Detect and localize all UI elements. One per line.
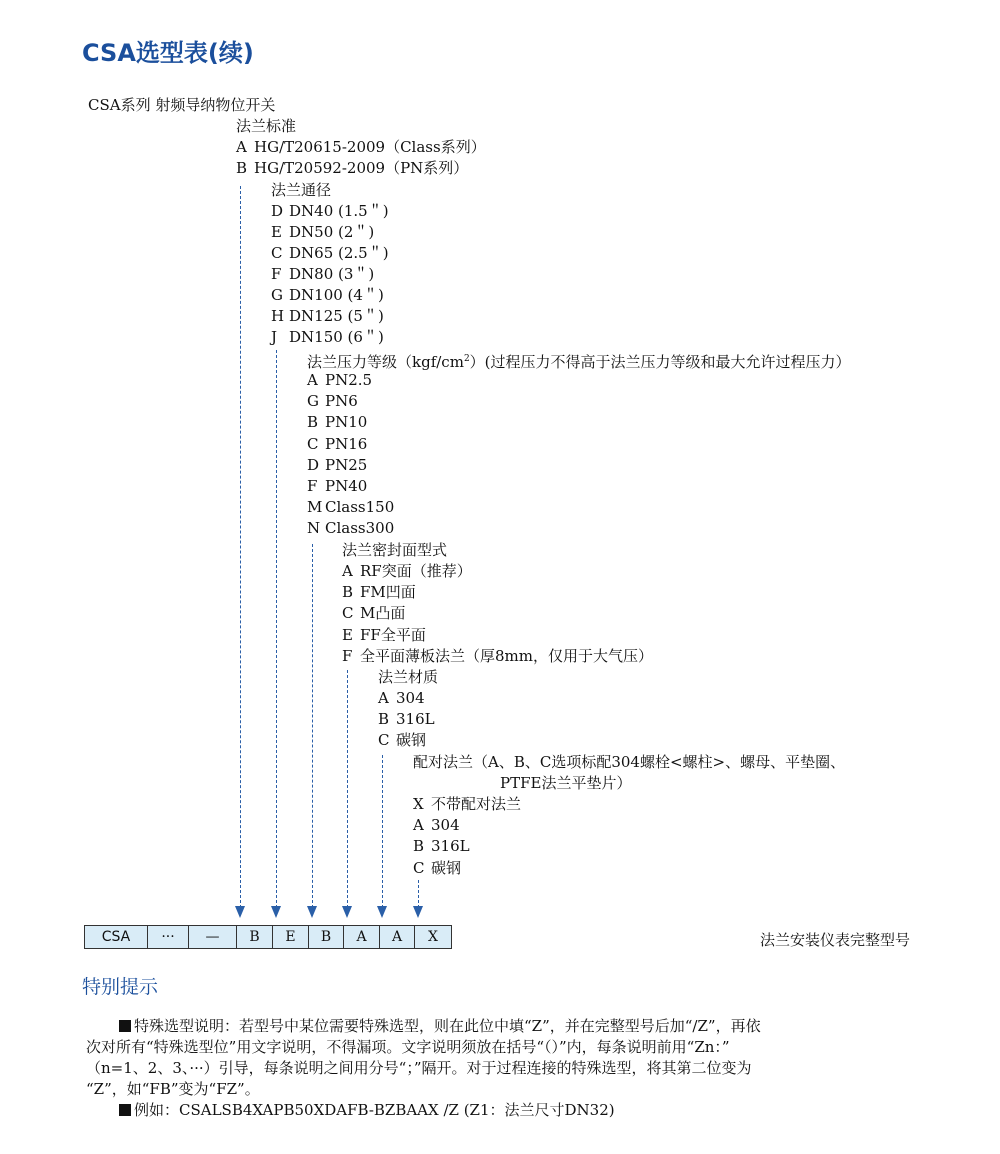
option-code: C	[342, 604, 354, 623]
option-label: 全平面薄板法兰（厚8mm，仅用于大气压）	[360, 646, 653, 665]
option-label: Class300	[325, 519, 395, 538]
option-row	[342, 582, 416, 602]
option-label: DN80 (3＂)	[289, 265, 375, 283]
square-bullet-icon	[119, 1104, 131, 1116]
option-label: PN16	[325, 434, 368, 453]
option-label: PN10	[325, 413, 368, 432]
guide-line-pressure	[312, 544, 313, 908]
option-code: J	[271, 328, 278, 346]
option-code: H	[271, 307, 285, 325]
option-label: HG/T20592-2009（PN系列）	[254, 159, 469, 177]
option-label: PN6	[325, 392, 358, 411]
option-row	[307, 518, 394, 538]
option-code: A	[342, 562, 353, 580]
option-code: N	[307, 519, 321, 538]
option-label: DN150 (6＂)	[289, 328, 384, 346]
option-code: B	[307, 413, 319, 432]
option-label: PN25	[325, 455, 368, 474]
option-label: 304	[431, 816, 460, 835]
option-label: DN100 (4＂)	[289, 286, 384, 304]
arrow-down-icon	[235, 906, 245, 918]
option-code: G	[307, 392, 319, 411]
option-code: C	[271, 244, 283, 262]
option-code: B	[378, 710, 390, 729]
option-code: B	[413, 837, 425, 856]
option-row	[271, 285, 384, 305]
page-title: CSA选型表(续)	[82, 39, 254, 67]
option-code: A	[378, 689, 389, 707]
notes-heading: 特别提示	[82, 976, 159, 998]
option-row	[307, 497, 394, 517]
option-code: A	[413, 816, 424, 835]
notes-paragraph: 特殊选型说明：若型号中某位需要特殊选型，则在此位中填“Z”，并在完整型号后加“/Z”，再依 次对所有“特殊选型位”用文字说明，不得漏项。文字说明须放在括号“（）”内，每条说明前用“Zn：” （n=1、2、3、···）引导，每条说明之间用分号“；”隔开。对于过程连接的特殊选型，将其第二位变为 “Z”，如“FB”变为“FZ”。 例如：CSALSB4XAPB50XDAFB-BZBAAX /Z (Z1：法兰尺寸DN32)	[86, 1017, 761, 1119]
arrow-down-icon	[377, 906, 387, 918]
option-code: F	[342, 646, 353, 665]
option-code: B	[342, 583, 354, 602]
sealing-header: 法兰密封面型式	[342, 541, 448, 559]
square-bullet-icon	[119, 1020, 131, 1032]
option-row	[307, 476, 367, 496]
option-row	[236, 137, 486, 157]
option-label: FF全平面	[360, 625, 426, 644]
option-row	[342, 646, 653, 666]
option-row	[307, 391, 358, 411]
model-code-row	[84, 925, 452, 949]
option-code: C	[307, 434, 319, 453]
option-code: E	[271, 223, 282, 241]
option-label: 碳钢	[431, 858, 462, 877]
option-label: 碳钢	[396, 731, 427, 750]
code-cell: CSA	[85, 926, 148, 948]
option-code: C	[378, 731, 390, 750]
option-row	[378, 730, 426, 750]
option-code: F	[271, 265, 282, 283]
option-row	[271, 243, 389, 263]
arrow-down-icon	[307, 906, 317, 918]
option-row	[236, 158, 468, 178]
option-row	[413, 858, 461, 878]
mating-header-line2: PTFE法兰平垫片）	[500, 774, 632, 792]
option-row	[271, 306, 384, 326]
option-code: A	[236, 138, 247, 156]
option-row	[271, 327, 384, 347]
guide-line-diameter	[276, 350, 277, 908]
option-label: 316L	[396, 710, 435, 729]
code-cell: A	[344, 926, 380, 948]
option-code: E	[342, 625, 353, 644]
option-code: C	[413, 858, 425, 877]
code-cell: B	[309, 926, 344, 948]
option-row	[307, 455, 367, 475]
option-row	[307, 370, 372, 390]
material-header: 法兰材质	[378, 668, 439, 686]
option-label: FM凹面	[360, 583, 416, 602]
option-label: RF突面（推荐）	[360, 562, 472, 580]
option-label: DN125 (5＂)	[289, 307, 384, 325]
option-label: HG/T20615-2009（Class系列）	[254, 138, 486, 156]
option-code: B	[236, 159, 248, 177]
option-label: DN65 (2.5＂)	[289, 244, 389, 262]
option-row	[342, 625, 426, 645]
option-row	[342, 603, 405, 623]
option-row	[413, 794, 521, 814]
arrow-down-icon	[342, 906, 352, 918]
code-cell: X	[428, 929, 438, 945]
option-code: D	[271, 202, 284, 220]
option-label: 不带配对法兰	[431, 795, 522, 813]
option-label: PN40	[325, 477, 368, 495]
option-row	[307, 434, 367, 454]
pressure-header: 法兰压力等级$(kgf/cm^2)$(过程压力不得高于法兰压力等级和最大允许过程压力）	[307, 353, 851, 371]
option-code: X	[413, 795, 424, 813]
mating-header-line1: 配对法兰（A、B、C选项标配304螺栓<螺柱>、螺母、平垫圈、	[413, 753, 846, 771]
code-caption: 法兰安装仪表完整型号	[760, 931, 911, 949]
option-label: 304	[396, 689, 425, 707]
option-row	[378, 688, 425, 708]
code-cell: —	[189, 926, 237, 948]
guide-line-material	[382, 755, 383, 908]
option-row	[271, 264, 374, 284]
arrow-down-icon	[413, 906, 423, 918]
option-row	[271, 222, 374, 242]
option-row	[413, 815, 460, 835]
code-cell: A	[380, 926, 415, 948]
option-label: DN40 (1.5＂)	[289, 202, 389, 220]
option-row	[413, 836, 470, 856]
option-row	[342, 561, 472, 581]
standard-header: 法兰标准	[236, 117, 297, 135]
guide-line-mating	[418, 880, 419, 908]
option-code: F	[307, 477, 318, 495]
option-label: Class150	[325, 498, 395, 517]
option-row	[271, 201, 389, 221]
guide-line-sealing	[347, 670, 348, 908]
option-label: DN50 (2＂)	[289, 223, 375, 241]
option-code: M	[307, 498, 323, 517]
option-label: PN2.5	[325, 371, 373, 389]
code-cell: E	[273, 926, 309, 948]
option-code: D	[307, 455, 320, 474]
option-row	[378, 709, 435, 729]
code-cell: B	[237, 926, 273, 948]
option-label: 316L	[431, 837, 470, 856]
code-cell: ···	[148, 926, 189, 948]
option-row	[307, 412, 367, 432]
product-name: CSA系列 射频导纳物位开关	[88, 96, 276, 114]
option-code: G	[271, 286, 283, 304]
diameter-header: 法兰通径	[271, 181, 332, 199]
arrow-down-icon	[271, 906, 281, 918]
guide-line-standard	[240, 186, 241, 908]
option-code: A	[307, 371, 318, 389]
option-label: M凸面	[360, 604, 406, 623]
